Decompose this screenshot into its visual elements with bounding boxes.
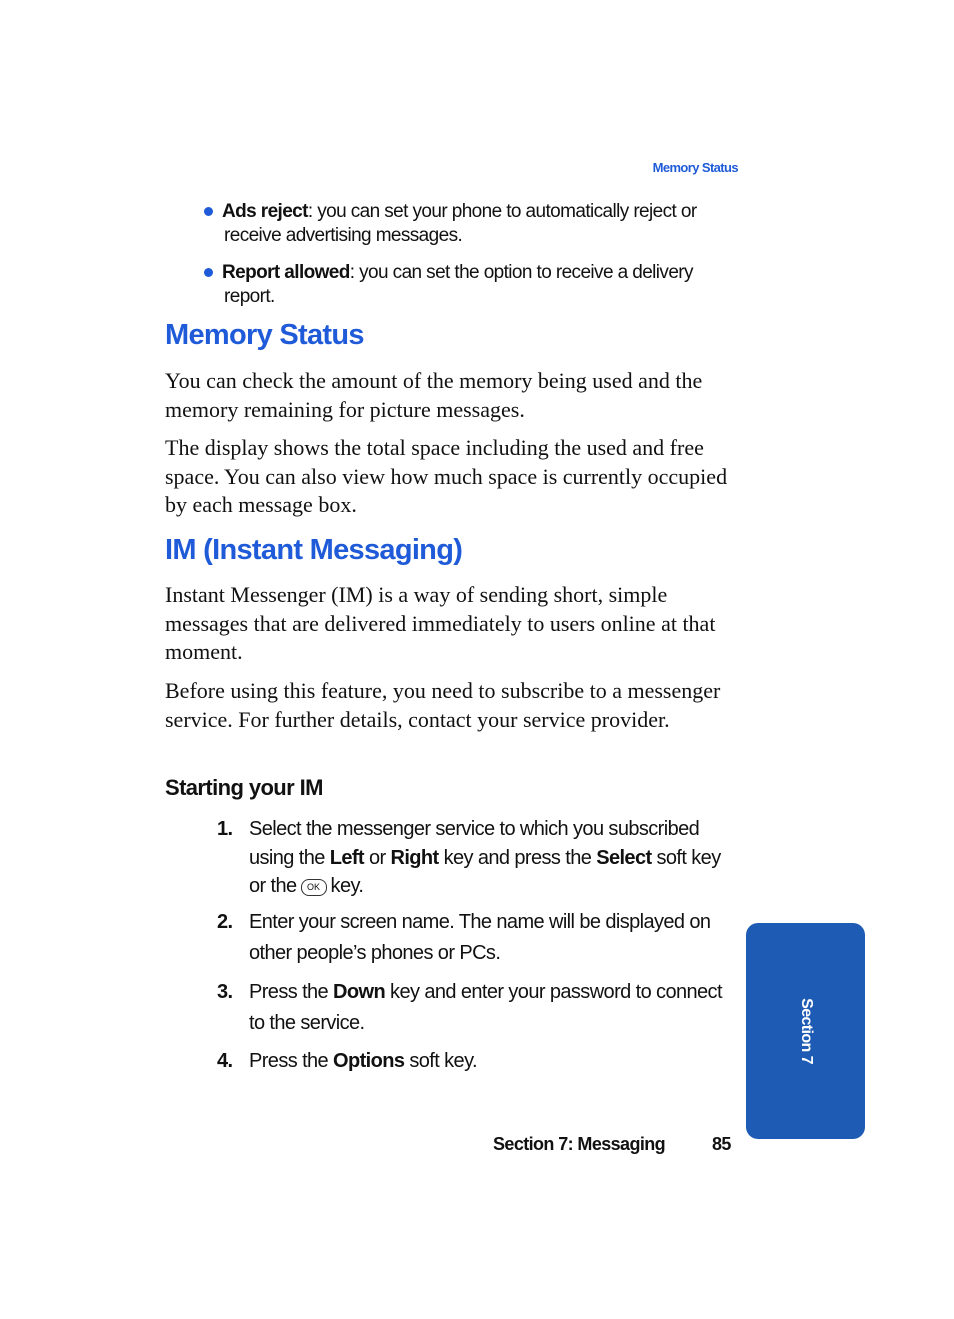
section-side-tab bbox=[746, 923, 865, 1139]
step-number: 1. bbox=[217, 818, 233, 840]
step-2 bbox=[217, 907, 742, 969]
step-text: key and press the bbox=[438, 846, 597, 869]
running-header: Memory Status bbox=[652, 160, 738, 175]
step-text: key and enter your password to connect to the service. bbox=[249, 981, 722, 1034]
heading-starting-im: Starting your IM bbox=[165, 775, 323, 800]
bullet-report-allowed bbox=[204, 261, 744, 309]
key-options: Options bbox=[333, 1050, 405, 1072]
key-left: Left bbox=[329, 846, 364, 869]
step-text: soft key or the bbox=[249, 846, 721, 897]
step-text: or bbox=[364, 846, 391, 869]
step-1 bbox=[217, 815, 742, 901]
step-text: key. bbox=[330, 875, 364, 897]
footer-section: Section 7: Messaging bbox=[493, 1134, 666, 1154]
heading-memory-status: Memory Status bbox=[165, 319, 364, 351]
memory-status-para-2: The display shows the total space including the used and free space. You can also view how much space is currently occupied by each message box. bbox=[165, 435, 728, 517]
footer-page-number: 85 bbox=[712, 1134, 731, 1154]
bullet-dot bbox=[204, 268, 213, 277]
step-4 bbox=[217, 1046, 742, 1077]
step-number: 4. bbox=[217, 1050, 233, 1072]
bullet-text-cont: receive advertising messages. bbox=[224, 225, 463, 246]
im-para-1: Instant Messenger (IM) is a way of sending short, simple messages that are delivered immediately to users online at that moment. bbox=[165, 582, 716, 664]
section-tab-label: Section 7 bbox=[797, 998, 815, 1064]
step-3 bbox=[217, 977, 742, 1039]
key-down: Down bbox=[333, 981, 386, 1003]
bullet-text-cont: report. bbox=[224, 286, 275, 307]
bullet-dot bbox=[204, 207, 213, 216]
bullet-text: : you can set your phone to automatically reject or bbox=[307, 201, 697, 222]
step-text: Select the messenger service to which you subscribed using the bbox=[249, 818, 700, 869]
key-select: Select bbox=[596, 846, 652, 869]
heading-im: IM (Instant Messaging) bbox=[165, 534, 463, 566]
ok-key-icon: OK bbox=[301, 879, 327, 896]
step-text: Press the bbox=[249, 981, 334, 1003]
step-number: 3. bbox=[217, 981, 233, 1003]
bullet-term: Ads reject bbox=[222, 201, 308, 222]
key-right: Right bbox=[390, 846, 439, 869]
step-text: Press the bbox=[249, 1050, 334, 1072]
bullet-term: Report allowed bbox=[222, 262, 350, 283]
step-text: soft key. bbox=[404, 1050, 477, 1072]
memory-status-para-1: You can check the amount of the memory being used and the memory remaining for picture messages. bbox=[165, 368, 703, 422]
step-number: 2. bbox=[217, 911, 233, 933]
im-para-2: Before using this feature, you need to subscribe to a messenger service. For further details, contact your service provider. bbox=[165, 678, 721, 732]
step-text: Enter your screen name. The name will be displayed on other people’s phones or PCs. bbox=[249, 911, 711, 964]
bullet-ads-reject bbox=[204, 200, 744, 248]
bullet-text: : you can set the option to receive a delivery bbox=[349, 262, 693, 283]
